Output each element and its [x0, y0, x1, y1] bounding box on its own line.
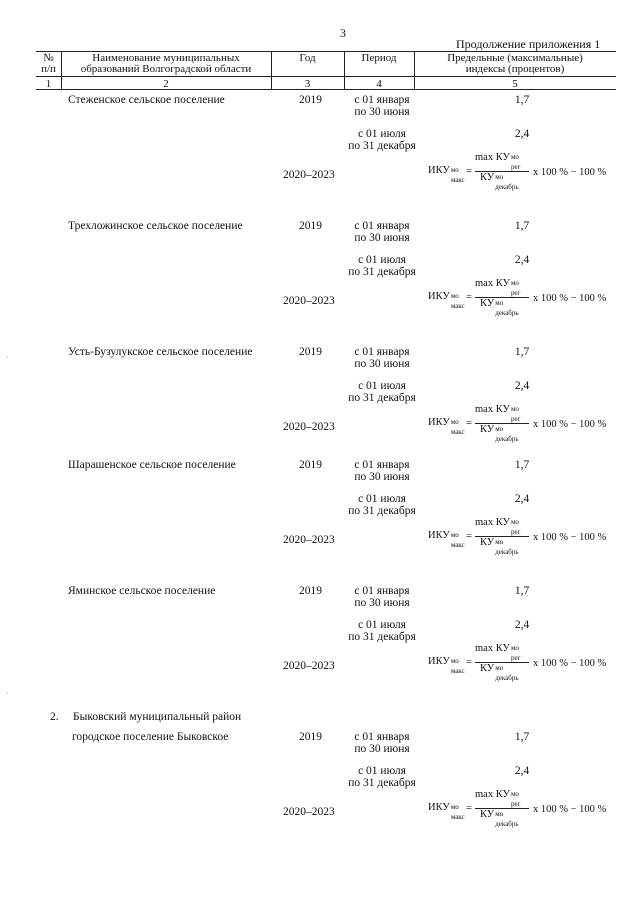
formula-equals: =	[466, 292, 472, 303]
formula-denominator: КУ мо декабрь	[480, 172, 519, 191]
formula-numerator: max КУ мо рег	[475, 404, 521, 423]
table-header	[36, 51, 616, 90]
period-second-half: с 01 июля по 31 декабря	[348, 765, 416, 789]
year-range: 2020–2023	[283, 421, 335, 433]
formula-numerator: max КУ мо рег	[475, 643, 521, 662]
municipality-name: Трехложинское сельское поселение	[68, 220, 243, 232]
index-formula	[428, 517, 618, 555]
period-second-half: с 01 июля по 31 декабря	[348, 493, 416, 517]
index-first-half: 1,7	[514, 459, 530, 471]
municipality-name: городское поселение Быковское	[72, 731, 229, 743]
index-second-half: 2,4	[514, 380, 530, 392]
formula-numerator: max КУ мо рег	[475, 517, 521, 536]
index-second-half: 2,4	[514, 619, 530, 631]
year-2019: 2019	[299, 459, 322, 471]
row-number: 2.	[50, 711, 59, 723]
formula-denominator: КУ мо декабрь	[480, 809, 519, 828]
formula-tail: x 100 % − 100 %	[533, 293, 607, 304]
formula-numerator: max КУ мо рег	[475, 152, 521, 171]
year-2019: 2019	[299, 94, 322, 106]
municipality-name: Усть-Бузулукское сельское поселение	[68, 346, 253, 358]
formula-denominator: КУ мо декабрь	[480, 537, 519, 556]
formula-lhs: ИКУ мо макс	[428, 656, 465, 675]
index-second-half: 2,4	[514, 765, 530, 777]
period-second-half: с 01 июля по 31 декабря	[348, 254, 416, 278]
index-formula	[428, 152, 618, 190]
period-first-half: с 01 января по 30 июня	[354, 220, 410, 244]
index-formula	[428, 643, 618, 681]
index-first-half: 1,7	[514, 731, 530, 743]
formula-numerator: max КУ мо рег	[475, 278, 521, 297]
year-range: 2020–2023	[283, 660, 335, 672]
index-formula	[428, 789, 618, 827]
margin-mark: ·	[6, 352, 9, 362]
col-header-period: Период	[361, 52, 397, 64]
margin-mark: ·	[6, 688, 9, 698]
municipality-name: Стеженское сельское поселение	[68, 94, 225, 106]
index-formula	[428, 278, 618, 316]
period-second-half: с 01 июля по 31 декабря	[348, 619, 416, 643]
formula-equals: =	[466, 803, 472, 814]
period-first-half: с 01 января по 30 июня	[354, 585, 410, 609]
formula-lhs: ИКУ мо макс	[428, 802, 465, 821]
formula-equals: =	[466, 418, 472, 429]
period-first-half: с 01 января по 30 июня	[354, 731, 410, 755]
index-formula	[428, 404, 618, 442]
col-number-5: 5	[512, 78, 518, 90]
index-first-half: 1,7	[514, 585, 530, 597]
continuation-label: Продолжение приложения 1	[456, 37, 601, 51]
index-first-half: 1,7	[514, 94, 530, 106]
row-heading: Быковский муниципальный район	[73, 711, 242, 723]
period-second-half: с 01 июля по 31 декабря	[348, 380, 416, 404]
formula-tail: x 100 % − 100 %	[533, 804, 607, 815]
formula-lhs: ИКУ мо макс	[428, 530, 465, 549]
period-second-half: с 01 июля по 31 декабря	[348, 128, 416, 152]
formula-tail: x 100 % − 100 %	[533, 419, 607, 430]
year-2019: 2019	[299, 585, 322, 597]
col-number-2: 2	[163, 78, 169, 90]
municipality-name: Яминское сельское поселение	[68, 585, 216, 597]
formula-lhs: ИКУ мо макс	[428, 291, 465, 310]
municipality-name: Шарашенское сельское поселение	[68, 459, 236, 471]
year-range: 2020–2023	[283, 295, 335, 307]
col-number-1: 1	[45, 78, 52, 90]
formula-tail: x 100 % − 100 %	[533, 167, 607, 178]
col-header-index: Предельные (максимальные) индексы (процентов)	[447, 52, 583, 75]
index-first-half: 1,7	[514, 346, 530, 358]
index-second-half: 2,4	[514, 128, 530, 140]
page-number: 3	[340, 26, 346, 40]
formula-numerator: max КУ мо рег	[475, 789, 521, 808]
formula-lhs: ИКУ мо макс	[428, 417, 465, 436]
formula-equals: =	[466, 166, 472, 177]
formula-tail: x 100 % − 100 %	[533, 658, 607, 669]
col-header-name: Наименование муниципальных образований Волгоградской области	[80, 52, 252, 75]
year-range: 2020–2023	[283, 534, 335, 546]
formula-denominator: КУ мо декабрь	[480, 298, 519, 317]
formula-denominator: КУ мо декабрь	[480, 663, 519, 682]
year-2019: 2019	[299, 731, 322, 743]
col-header-num: № п/п	[41, 52, 56, 75]
col-number-3: 3	[304, 78, 311, 90]
col-number-4: 4	[376, 78, 382, 90]
period-first-half: с 01 января по 30 июня	[354, 94, 410, 118]
formula-lhs: ИКУ мо макс	[428, 165, 465, 184]
period-first-half: с 01 января по 30 июня	[354, 459, 410, 483]
formula-equals: =	[466, 531, 472, 542]
year-2019: 2019	[299, 346, 322, 358]
index-first-half: 1,7	[514, 220, 530, 232]
formula-tail: x 100 % − 100 %	[533, 532, 607, 543]
period-first-half: с 01 января по 30 июня	[354, 346, 410, 370]
index-second-half: 2,4	[514, 493, 530, 505]
year-2019: 2019	[299, 220, 322, 232]
index-second-half: 2,4	[514, 254, 530, 266]
year-range: 2020–2023	[283, 806, 335, 818]
col-header-year: Год	[299, 52, 316, 64]
header-mid-rule	[36, 76, 616, 77]
year-range: 2020–2023	[283, 169, 335, 181]
formula-equals: =	[466, 657, 472, 668]
formula-denominator: КУ мо декабрь	[480, 424, 519, 443]
